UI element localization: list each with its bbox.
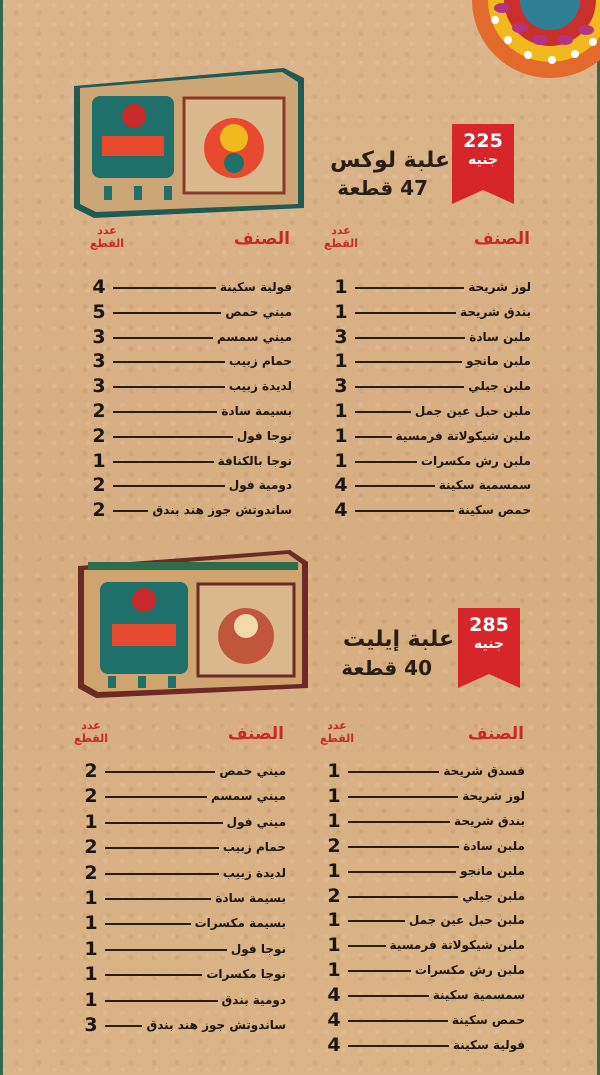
- list-item: [83, 888, 286, 908]
- box-pieces: 47 قطعة: [337, 176, 428, 200]
- count-header: عدد القطع: [323, 224, 359, 250]
- item-count: 3: [334, 375, 348, 398]
- leader-line: [105, 1000, 218, 1002]
- product-box-image: [74, 68, 304, 218]
- list-item: [326, 935, 525, 955]
- leader-line: [105, 822, 223, 824]
- list-item: [91, 351, 292, 371]
- item-name: ميني فول: [226, 814, 286, 829]
- item-count: 1: [92, 449, 106, 472]
- price-currency: جنيه: [467, 152, 498, 168]
- item-count: 4: [327, 984, 341, 1007]
- leader-line: [113, 386, 225, 388]
- box-title: علبة لوكس: [330, 148, 450, 173]
- item-name: فولية سكينة: [219, 280, 292, 294]
- leader-line: [348, 821, 450, 823]
- item-count: 1: [327, 809, 341, 832]
- item-name: بسيمة سادة: [221, 404, 292, 418]
- item-name: فولية سكينة: [452, 1037, 525, 1052]
- list-item: [91, 401, 292, 421]
- leader-line: [105, 847, 219, 849]
- item-count: 3: [92, 325, 106, 348]
- item-name: ساندوتش جوز هند بندق: [146, 1018, 286, 1032]
- leader-line: [105, 873, 219, 875]
- item-name: ميني حمص: [219, 764, 286, 778]
- item-name: ميني سمسم: [216, 329, 292, 344]
- leader-line: [348, 771, 439, 773]
- leader-line: [113, 361, 225, 363]
- leader-line: [348, 1045, 449, 1047]
- item-count: 4: [327, 1033, 341, 1056]
- item-count: 1: [334, 350, 348, 373]
- item-count: 3: [84, 1014, 98, 1036]
- decorative-flower-icon: [400, 0, 600, 80]
- item-name: ملبن شيكولاتة فرمسية: [389, 938, 525, 953]
- column-header: الصنف: [473, 229, 530, 249]
- item-name: بندق شريحة: [454, 813, 525, 828]
- column-header: الصنف: [467, 724, 524, 744]
- count-header: عدد القطع: [319, 719, 355, 745]
- leader-line: [105, 1025, 142, 1027]
- list-item: [326, 786, 525, 806]
- list-item: [91, 376, 292, 396]
- item-count: 4: [327, 1009, 341, 1031]
- list-item: [83, 964, 286, 984]
- list-item: [91, 302, 292, 322]
- item-name: ملبن رش مكسرات: [414, 963, 525, 978]
- item-count: 3: [92, 375, 106, 398]
- leader-line: [105, 923, 191, 925]
- item-count: 2: [92, 474, 106, 497]
- leader-line: [355, 485, 435, 487]
- column-header: الصنف: [227, 724, 284, 744]
- item-count: 2: [327, 834, 341, 857]
- leader-line: [355, 461, 417, 463]
- list-item: [333, 426, 531, 446]
- leader-line: [348, 970, 411, 972]
- leader-line: [105, 796, 207, 798]
- list-item: [91, 426, 292, 446]
- list-item: [326, 1010, 525, 1030]
- item-name: حمص سكينة: [451, 1013, 525, 1027]
- list-item: [91, 451, 292, 471]
- item-name: نوجا فول: [230, 941, 286, 956]
- leader-line: [355, 287, 464, 289]
- list-item: [83, 761, 286, 781]
- leader-line: [355, 337, 465, 339]
- item-count: 2: [327, 884, 341, 907]
- item-name: لديدة زبيب: [222, 865, 286, 880]
- list-item: [83, 786, 286, 806]
- leader-line: [348, 945, 386, 947]
- list-item: [91, 277, 292, 297]
- leader-line: [113, 485, 225, 487]
- price-value: 225: [463, 130, 503, 152]
- item-name: حمام زبيب: [222, 840, 286, 855]
- item-count: 1: [334, 276, 348, 298]
- leader-line: [355, 411, 411, 413]
- left-border: [0, 0, 3, 1075]
- item-name: ملبن حبل عين جمل: [408, 913, 525, 928]
- price-value: 285: [469, 614, 509, 636]
- product-box-image: [78, 548, 308, 698]
- item-count: 3: [334, 325, 348, 348]
- list-item: [83, 990, 286, 1010]
- list-item: [83, 812, 286, 832]
- item-count: 2: [84, 760, 98, 782]
- item-name: ميني حمص: [225, 304, 292, 319]
- item-count: 1: [327, 909, 341, 932]
- column-header: الصنف: [233, 229, 290, 249]
- item-name: ملبن جيلي: [468, 379, 531, 394]
- item-count: 2: [92, 400, 106, 422]
- list-item: [91, 327, 292, 347]
- count-header: عدد القطع: [73, 719, 109, 745]
- item-name: سمسمية سكينة: [438, 478, 531, 493]
- item-count: 1: [327, 859, 341, 882]
- item-name: نوجا بالكنافة: [217, 453, 292, 468]
- leader-line: [355, 312, 456, 314]
- leader-line: [113, 411, 217, 413]
- list-item: [333, 500, 531, 520]
- item-name: فسدق شريحة: [443, 764, 525, 778]
- list-item: [326, 960, 525, 980]
- item-name: سمسمية سكينة: [432, 988, 525, 1003]
- item-name: ميني سمسم: [210, 789, 286, 804]
- item-count: 1: [327, 784, 341, 807]
- list-item: [326, 761, 525, 781]
- leader-line: [355, 436, 392, 438]
- leader-line: [348, 896, 458, 898]
- item-count: 1: [327, 959, 341, 982]
- leader-line: [348, 920, 405, 922]
- item-name: ملبن مانجو: [460, 863, 525, 878]
- price-currency: جنيه: [473, 636, 504, 652]
- item-count: 4: [92, 276, 106, 298]
- item-name: ملبن جيلي: [462, 888, 525, 903]
- item-count: 4: [334, 474, 348, 497]
- item-count: 1: [334, 424, 348, 447]
- leader-line: [348, 796, 458, 798]
- list-item: [333, 302, 531, 322]
- list-item: [91, 500, 292, 520]
- item-count: 1: [84, 937, 98, 960]
- item-count: 2: [92, 499, 106, 522]
- item-name: بندق شريحة: [460, 304, 531, 319]
- leader-line: [113, 287, 216, 289]
- leader-line: [348, 1020, 448, 1022]
- item-count: 1: [334, 449, 348, 472]
- item-name: ملبن مانجو: [466, 354, 531, 369]
- list-item: [326, 886, 525, 906]
- item-name: نوجا فول: [236, 428, 292, 443]
- item-count: 1: [327, 760, 341, 782]
- item-name: ملبن رش مكسرات: [420, 453, 531, 468]
- leader-line: [113, 312, 221, 314]
- item-count: 1: [334, 300, 348, 323]
- item-count: 1: [84, 912, 98, 935]
- leader-line: [113, 436, 233, 438]
- leader-line: [355, 510, 454, 512]
- box-title: علبة إيليت: [342, 627, 454, 652]
- list-item: [333, 376, 531, 396]
- count-header: عدد القطع: [89, 224, 125, 250]
- list-item: [326, 1035, 525, 1055]
- leader-line: [113, 461, 214, 463]
- item-name: حمص سكينة: [457, 503, 531, 518]
- list-item: [326, 985, 525, 1005]
- item-count: 1: [327, 934, 341, 957]
- list-item: [83, 837, 286, 857]
- leader-line: [355, 386, 464, 388]
- list-item: [333, 475, 531, 495]
- item-name: لوز شريحة: [468, 280, 531, 294]
- item-name: دومية فول: [228, 478, 292, 493]
- list-item: [326, 836, 525, 856]
- item-name: ملبن سادة: [463, 838, 525, 853]
- item-name: حمام زبيب: [228, 354, 292, 369]
- item-name: ملبن شيكولاتة فرمسية: [395, 428, 531, 443]
- list-item: [83, 1015, 286, 1035]
- item-count: 1: [84, 810, 98, 833]
- item-count: 1: [334, 400, 348, 422]
- leader-line: [113, 337, 213, 339]
- leader-line: [355, 361, 462, 363]
- list-item: [333, 327, 531, 347]
- item-count: 2: [84, 836, 98, 859]
- item-name: ساندوتش جوز هند بندق: [152, 503, 292, 518]
- list-item: [333, 351, 531, 371]
- item-name: بسيمة مكسرات: [194, 916, 286, 931]
- item-name: بسيمة سادة: [215, 891, 286, 905]
- item-name: دومية بندق: [221, 992, 286, 1007]
- item-count: 5: [92, 300, 106, 323]
- item-name: ملبن سادة: [469, 329, 531, 344]
- list-item: [91, 475, 292, 495]
- item-name: لديدة زبيب: [228, 379, 292, 394]
- leader-line: [105, 974, 202, 976]
- item-count: 3: [92, 350, 106, 373]
- item-count: 2: [84, 861, 98, 884]
- item-count: 2: [92, 424, 106, 447]
- list-item: [333, 277, 531, 297]
- item-count: 1: [84, 988, 98, 1011]
- leader-line: [113, 510, 148, 512]
- leader-line: [348, 871, 456, 873]
- item-name: ملبن حبل عين جمل: [414, 404, 531, 418]
- list-item: [83, 913, 286, 933]
- item-name: نوجا مكسرات: [206, 967, 286, 982]
- leader-line: [105, 949, 227, 951]
- item-count: 1: [84, 887, 98, 909]
- item-count: 2: [84, 785, 98, 808]
- leader-line: [105, 898, 211, 900]
- list-item: [333, 451, 531, 471]
- leader-line: [348, 995, 429, 997]
- item-name: لوز شريحة: [462, 788, 525, 803]
- list-item: [326, 861, 525, 881]
- item-count: 1: [84, 963, 98, 986]
- item-count: 4: [334, 499, 348, 522]
- list-item: [326, 910, 525, 930]
- leader-line: [105, 771, 215, 773]
- list-item: [83, 939, 286, 959]
- list-item: [326, 811, 525, 831]
- box-pieces: 40 قطعة: [341, 656, 432, 680]
- leader-line: [348, 846, 459, 848]
- list-item: [333, 401, 531, 421]
- list-item: [83, 863, 286, 883]
